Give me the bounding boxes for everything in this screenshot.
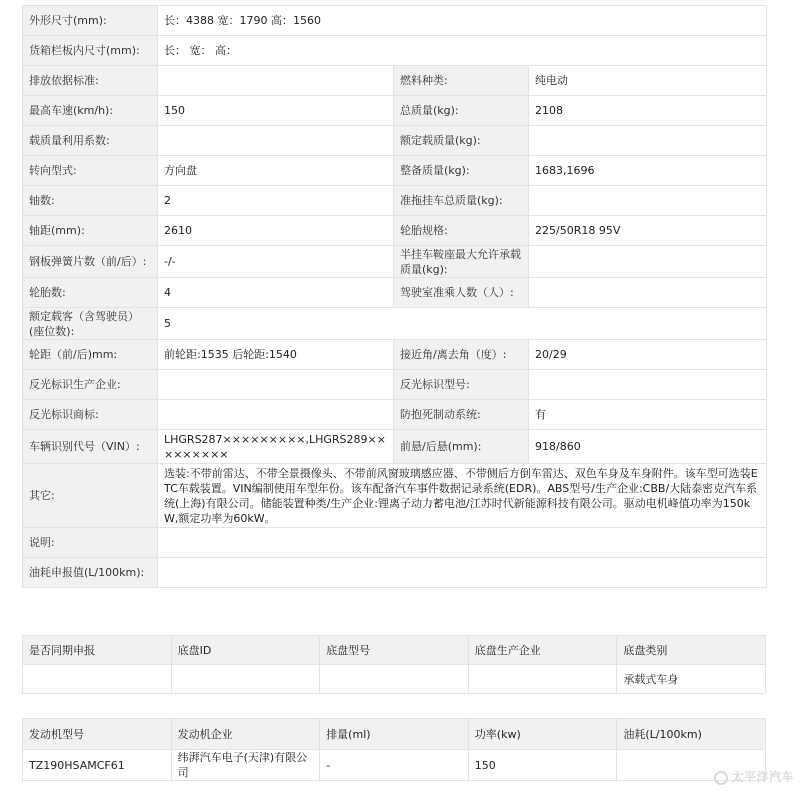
engine-header-cell: 油耗(L/100km) (617, 719, 766, 750)
engine-cell: - (320, 750, 469, 781)
spec-row-note (23, 528, 767, 558)
spec-row-vin (23, 430, 767, 464)
chassis-table (22, 635, 766, 694)
engine-header-cell: 排量(ml) (320, 719, 469, 750)
chassis-cell (23, 665, 172, 694)
chassis-header-cell: 底盘型号 (320, 636, 469, 665)
chassis-cell (468, 665, 617, 694)
chassis-cell (171, 665, 320, 694)
angle-label: 接近角/离去角（度）: (394, 340, 529, 370)
track-value: 前轮距:1535 后轮距:1540 (158, 340, 394, 370)
total-mass-value: 2108 (529, 96, 767, 126)
chassis-data-row (23, 665, 766, 694)
chassis-header-cell: 底盘生产企业 (468, 636, 617, 665)
emission-value (158, 66, 394, 96)
curb-mass-label: 整备质量(kg): (394, 156, 529, 186)
rated-seats-label: 额定载客（含驾驶员）(座位数): (23, 308, 158, 340)
steering-label: 转向型式: (23, 156, 158, 186)
spec-row-track (23, 340, 767, 370)
fuel-type-label: 燃料种类: (394, 66, 529, 96)
chassis-header-cell: 底盘ID (171, 636, 320, 665)
fuel-report-label: 油耗申报值(L/100km): (23, 558, 158, 588)
spec-row-reflect-brand (23, 400, 767, 430)
note-value (158, 528, 767, 558)
reflect-model-value (529, 370, 767, 400)
max-speed-value: 150 (158, 96, 394, 126)
trailer-mass-value (529, 186, 767, 216)
abs-value: 有 (529, 400, 767, 430)
logo-icon (714, 771, 728, 785)
overhang-label: 前悬/后悬(mm): (394, 430, 529, 464)
rated-seats-value: 5 (158, 308, 767, 340)
abs-label: 防抱死制动系统: (394, 400, 529, 430)
wheelbase-value: 2610 (158, 216, 394, 246)
chassis-cell (320, 665, 469, 694)
spring-label: 钢板弹簧片数（前/后）: (23, 246, 158, 278)
reflect-brand-value (158, 400, 394, 430)
tire-count-value: 4 (158, 278, 394, 308)
spec-row-steering (23, 156, 767, 186)
engine-cell: 纬湃汽车电子(天津)有限公司 (171, 750, 320, 781)
spec-row-axles (23, 186, 767, 216)
spec-row-cargo (23, 36, 767, 66)
engine-header-cell: 发动机型号 (23, 719, 172, 750)
overhang-value: 918/860 (529, 430, 767, 464)
steering-value: 方向盘 (158, 156, 394, 186)
dims-label: 外形尺寸(mm): (23, 6, 158, 36)
spec-row-tires (23, 278, 767, 308)
fuel-report-value (158, 558, 767, 588)
angle-value: 20/29 (529, 340, 767, 370)
cargo-value: 长： 宽： 高： (158, 36, 767, 66)
engine-cell: TZ190HSAMCF61 (23, 750, 172, 781)
spec-row-reflect-maker (23, 370, 767, 400)
chassis-header-cell: 是否同期申报 (23, 636, 172, 665)
semi-saddle-value (529, 246, 767, 278)
note-label: 说明: (23, 528, 158, 558)
max-speed-label: 最高车速(km/h): (23, 96, 158, 126)
total-mass-label: 总质量(kg): (394, 96, 529, 126)
spec-row-dimensions (23, 6, 767, 36)
vehicle-spec-table (22, 5, 767, 588)
other-value: 选装:不带前雷达、不带全景摄像头、不带前风窗玻璃感应器、不带侧后方倒车雷达、双色车身及车身附件。该车型可选装ETC车载装置。VIN编制使用车型年份。该车配备汽车事件数据记录系统(EDR)。ABS型号/生产企业:CBB/大陆泰密克汽车系统(上海)有限公司。储能装置种类/生产企业:锂离子动力蓄电池/江苏时代新能源科技有限公司。驱动电机峰值功率为150kW,额定功率为60kW。 (158, 464, 767, 528)
rated-load-label: 额定载质量(kg): (394, 126, 529, 156)
tire-count-label: 轮胎数: (23, 278, 158, 308)
cargo-label: 货箱栏板内尺寸(mm): (23, 36, 158, 66)
vin-value: LHGRS287×××××××××,LHGRS289××××××××× (158, 430, 394, 464)
track-label: 轮距（前/后)mm: (23, 340, 158, 370)
spec-row-fuel-report (23, 558, 767, 588)
chassis-header-row (23, 636, 766, 665)
engine-header-row (23, 719, 766, 750)
spec-row-speed (23, 96, 767, 126)
spring-value: -/- (158, 246, 394, 278)
fuel-type-value: 纯电动 (529, 66, 767, 96)
spec-row-spring (23, 246, 767, 278)
spec-row-load (23, 126, 767, 156)
reflect-maker-label: 反光标识生产企业: (23, 370, 158, 400)
spec-row-wheelbase (23, 216, 767, 246)
wheelbase-label: 轴距(mm): (23, 216, 158, 246)
cab-seats-value (529, 278, 767, 308)
dims-value: 长：4388 宽：1790 高：1560 (158, 6, 767, 36)
engine-cell: 150 (468, 750, 617, 781)
chassis-cell: 承载式车身 (617, 665, 766, 694)
cab-seats-label: 驾驶室准乘人数（人）: (394, 278, 529, 308)
reflect-brand-label: 反光标识商标: (23, 400, 158, 430)
semi-saddle-label: 半挂车鞍座最大允许承载质量(kg): (394, 246, 529, 278)
spec-row-seats (23, 308, 767, 340)
other-label: 其它: (23, 464, 158, 528)
reflect-model-label: 反光标识型号: (394, 370, 529, 400)
chassis-header-cell: 底盘类别 (617, 636, 766, 665)
engine-data-row (23, 750, 766, 781)
axles-label: 轴数: (23, 186, 158, 216)
tire-spec-label: 轮胎规格: (394, 216, 529, 246)
spec-row-other (23, 464, 767, 528)
watermark-text: 太平洋汽车 (731, 770, 794, 784)
spec-row-emission (23, 66, 767, 96)
engine-table (22, 718, 766, 781)
reflect-maker-value (158, 370, 394, 400)
engine-header-cell: 功率(kw) (468, 719, 617, 750)
load-coef-value (158, 126, 394, 156)
engine-header-cell: 发动机企业 (171, 719, 320, 750)
emission-label: 排放依据标准: (23, 66, 158, 96)
rated-load-value (529, 126, 767, 156)
tire-spec-value: 225/50R18 95V (529, 216, 767, 246)
trailer-mass-label: 准拖挂车总质量(kg): (394, 186, 529, 216)
axles-value: 2 (158, 186, 394, 216)
watermark (714, 768, 794, 785)
vin-label: 车辆识别代号（VIN）: (23, 430, 158, 464)
load-coef-label: 载质量利用系数: (23, 126, 158, 156)
curb-mass-value: 1683,1696 (529, 156, 767, 186)
